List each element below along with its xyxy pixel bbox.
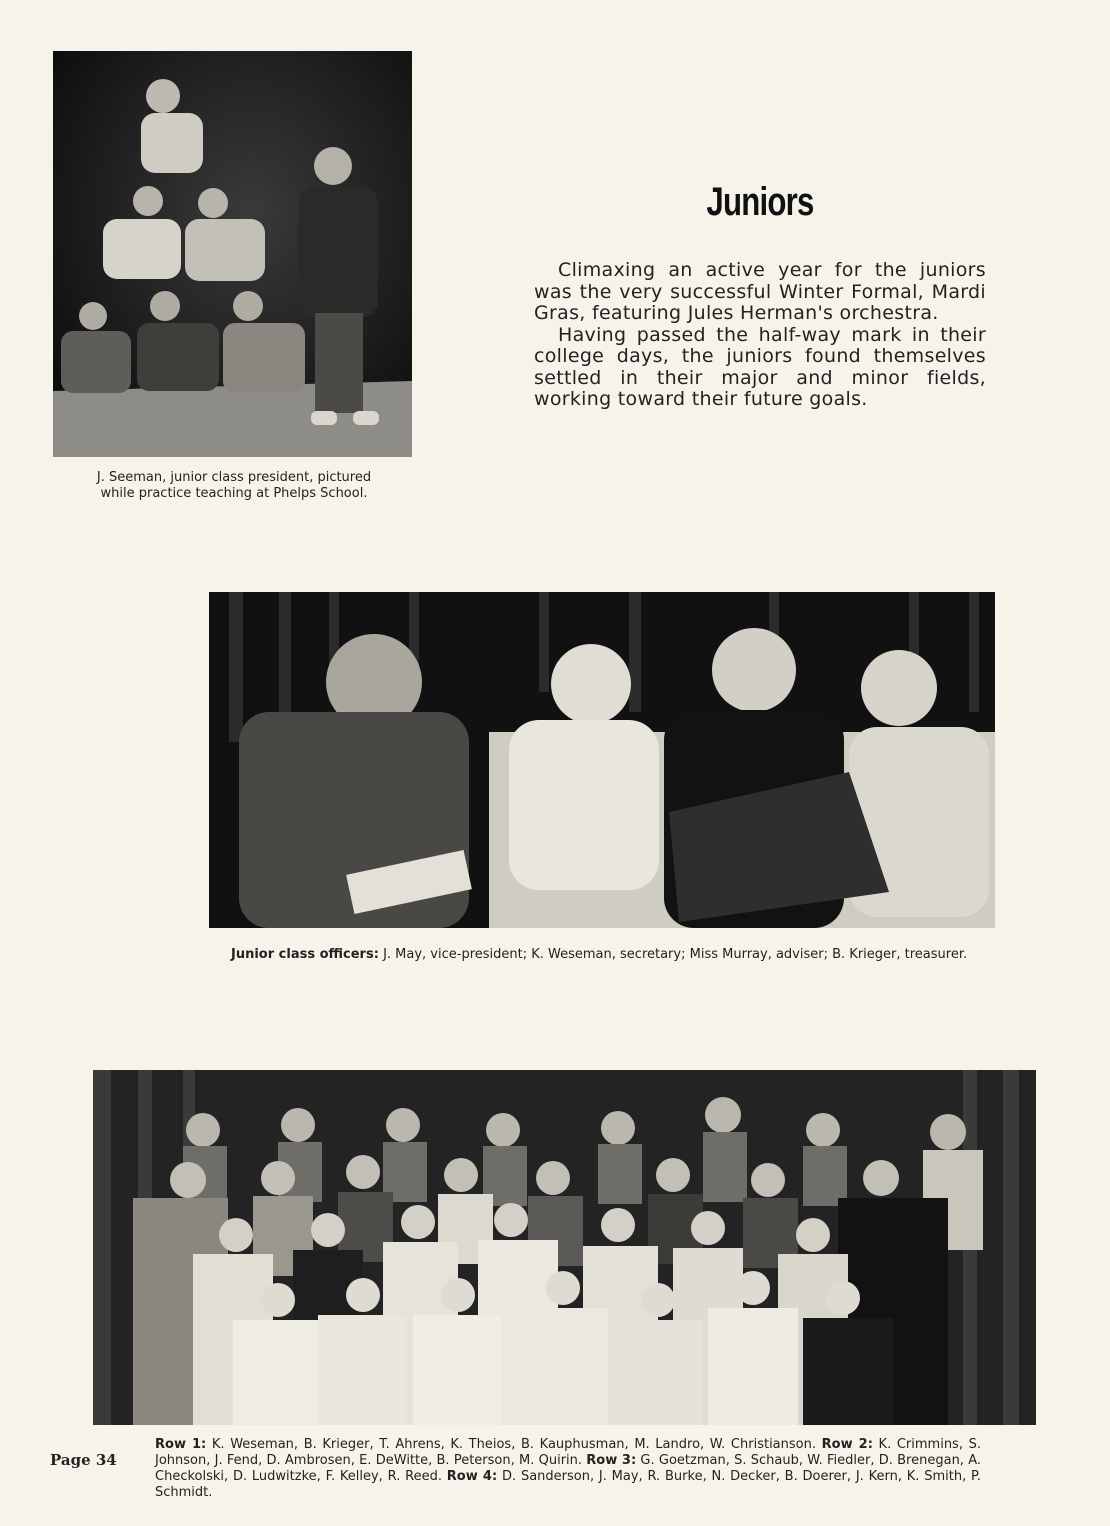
row1-names: K. Weseman, B. Krieger, T. Ahrens, K. Theios, B. Kauphusman, M. Landro, W. Christianson. — [211, 1437, 816, 1452]
row4-names: D. Sanderson, J. May, R. Burke, N. Decker, B. Doerer, J. Kern, K. Smith, P. Schmidt. — [155, 1469, 981, 1500]
row1-label: Row 1: — [155, 1437, 207, 1452]
row2-label: Row 2: — [821, 1437, 873, 1452]
intro-paragraph-1: Climaxing an active year for the juniors was the very successful Winter Formal, Mardi Gras, featuring Jules Herman's orchestra. — [534, 259, 986, 324]
photo-class-officers — [209, 592, 995, 928]
photo3-caption — [155, 1437, 981, 1501]
officers-names: J. May, vice-president; K. Weseman, secretary; Miss Murray, adviser; B. Krieger, treasurer. — [383, 947, 968, 962]
page-title: Juniors — [706, 180, 814, 224]
photo-junior-class-group — [93, 1070, 1036, 1425]
intro-text — [534, 260, 986, 411]
photo-seeman-practice-teaching — [53, 51, 412, 457]
row4-label: Row 4: — [446, 1469, 498, 1484]
page-number: Page 34 — [50, 1451, 117, 1469]
officers-label: Junior class officers: — [231, 947, 379, 962]
row2-names: K. Crimmins, S. Johnson, J. Fend, D. Ambrosen, E. DeWitte, B. Peterson, M. Quirin. — [155, 1437, 981, 1468]
row3-label: Row 3: — [586, 1453, 637, 1468]
photo1-caption: J. Seeman, junior class president, pictured while practice teaching at Phelps School. — [96, 470, 372, 501]
row3-names: G. Goetzman, S. Schaub, W. Fiedler, D. Brenegan, A. Checkolski, D. Ludwitzke, F. Kelley, R. Reed. — [155, 1453, 981, 1484]
intro-paragraph-2: Having passed the half-way mark in their college days, the juniors found themselves settled in their major and minor fields, working toward their future goals. — [534, 323, 986, 410]
photo2-caption — [231, 947, 983, 963]
